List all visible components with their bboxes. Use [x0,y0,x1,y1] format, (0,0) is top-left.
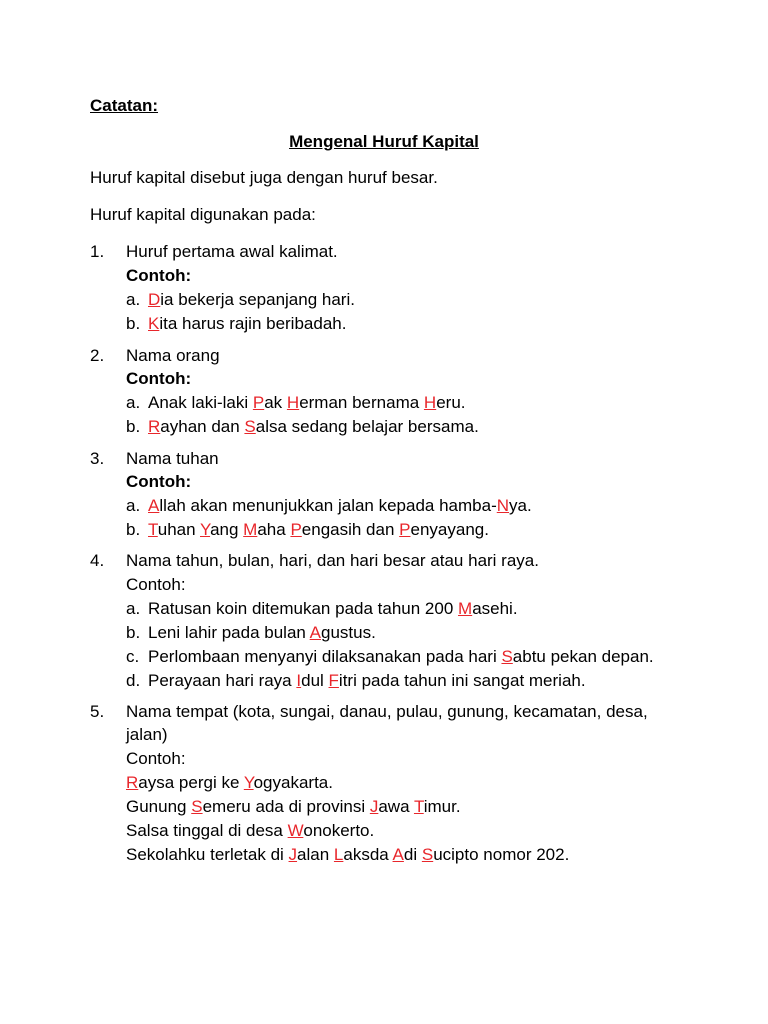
text-segment: Anak laki-laki [148,393,253,412]
example-item [148,314,346,334]
example-item [126,821,374,841]
text-segment: uhan [157,520,200,539]
example-item [148,417,479,437]
example-item [148,623,376,643]
example-label: Contoh: [126,575,186,594]
section-number: 3. [90,449,105,468]
section-number: 4. [90,551,105,570]
text-segment: ayhan dan [160,417,245,436]
text-segment: Salsa tinggal di desa [126,821,288,840]
text-segment: alsa sedang belajar bersama. [255,417,479,436]
capital-letter: T [148,520,158,539]
text-segment: onokerto. [303,821,375,840]
example-label: Contoh: [126,266,192,285]
section-number: 2. [90,346,105,365]
example-label: Contoh: [126,369,192,388]
text-segment: aksda [343,845,393,864]
text-segment: ya. [509,496,532,515]
example-item [148,671,586,691]
text-segment: llah akan menunjukkan jalan kepada hamba- [159,496,497,515]
example-item [126,773,333,793]
section-heading-continued: jalan) [126,725,168,744]
text-segment: dul [301,671,329,690]
capital-letter: A [392,845,404,864]
text-segment: Gunung [126,797,192,816]
text-segment: di [403,845,422,864]
text-segment: enyayang. [410,520,489,539]
capital-letter: P [399,520,411,539]
page-title: Mengenal Huruf Kapital [289,132,479,151]
text-segment: ogyakarta. [253,773,333,792]
example-item [126,845,569,865]
item-marker: b. [126,417,141,436]
text-segment: Ratusan koin ditemukan pada tahun 200 [148,599,459,618]
capital-letter: H [423,393,437,412]
capital-letter: P [290,520,302,539]
text-segment: ucipto nomor 202. [433,845,570,864]
capital-letter: A [148,496,160,515]
text-segment: itri pada tahun ini sangat meriah. [338,671,586,690]
capital-letter: M [458,599,473,618]
section-heading: Nama tahun, bulan, hari, dan hari besar atau hari raya. [126,551,539,570]
item-marker: c. [126,647,140,666]
text-segment: ak [264,393,287,412]
note-label: Catatan: [90,96,159,115]
capital-letter: K [148,314,160,333]
text-segment: asehi. [472,599,518,618]
capital-letter: H [286,393,300,412]
example-label: Contoh: [126,472,192,491]
text-segment: awa [378,797,414,816]
text-segment: gustus. [320,623,376,642]
example-item [148,290,355,310]
capital-letter: Y [200,520,211,539]
capital-letter: D [148,290,161,309]
capital-letter: S [191,797,203,816]
section-heading: Nama tempat (kota, sungai, danau, pulau, gunung, kecamatan, desa, [126,702,648,721]
capital-letter: I [296,671,302,690]
text-segment: Sekolahku terletak di [126,845,289,864]
capital-letter: A [309,623,321,642]
text-segment: ita harus rajin beribadah. [159,314,347,333]
text-segment: Perlombaan menyanyi dilaksanakan pada hari [148,647,502,666]
item-marker: a. [126,290,141,309]
text-segment: emeru ada di provinsi [202,797,370,816]
text-segment: aha [257,520,291,539]
capital-letter: T [413,797,424,816]
item-marker: b. [126,520,141,539]
capital-letter: J [288,845,298,864]
text-segment: abtu pekan depan. [512,647,654,666]
text-segment: erman bernama [299,393,424,412]
capital-letter: R [126,773,139,792]
item-marker: a. [126,393,141,412]
intro-line: Huruf kapital digunakan pada: [90,205,316,224]
capital-letter: Y [243,773,254,792]
example-label: Contoh: [126,749,186,768]
capital-letter: P [252,393,265,412]
text-segment: imur. [423,797,461,816]
example-item [148,496,532,516]
text-segment: alan [297,845,334,864]
example-item [126,797,461,817]
capital-letter: L [333,845,344,864]
section-heading: Huruf pertama awal kalimat. [126,242,338,261]
item-marker: b. [126,314,141,333]
text-segment: eru. [436,393,466,412]
capital-letter: F [328,671,339,690]
item-marker: a. [126,599,141,618]
text-segment: engasih dan [301,520,400,539]
example-item [148,647,654,667]
capital-letter: S [244,417,256,436]
capital-letter: J [369,797,379,816]
capital-letter: N [496,496,510,515]
example-item [148,599,518,619]
capital-letter: S [501,647,513,666]
capital-letter: W [287,821,304,840]
item-marker: d. [126,671,141,690]
text-segment: ang [210,520,244,539]
item-marker: a. [126,496,141,515]
text-segment: Perayaan hari raya [148,671,297,690]
text-segment: Leni lahir pada bulan [148,623,310,642]
capital-letter: S [421,845,434,864]
example-item [148,393,466,413]
item-marker: b. [126,623,141,642]
example-item [148,520,489,540]
section-heading: Nama orang [126,346,220,365]
intro-line: Huruf kapital disebut juga dengan huruf besar. [90,168,438,187]
capital-letter: M [243,520,258,539]
text-segment: ia bekerja sepanjang hari. [160,290,355,309]
text-segment: aysa pergi ke [138,773,244,792]
section-heading: Nama tuhan [126,449,219,468]
section-number: 5. [90,702,105,721]
section-number: 1. [90,242,105,261]
capital-letter: R [148,417,161,436]
